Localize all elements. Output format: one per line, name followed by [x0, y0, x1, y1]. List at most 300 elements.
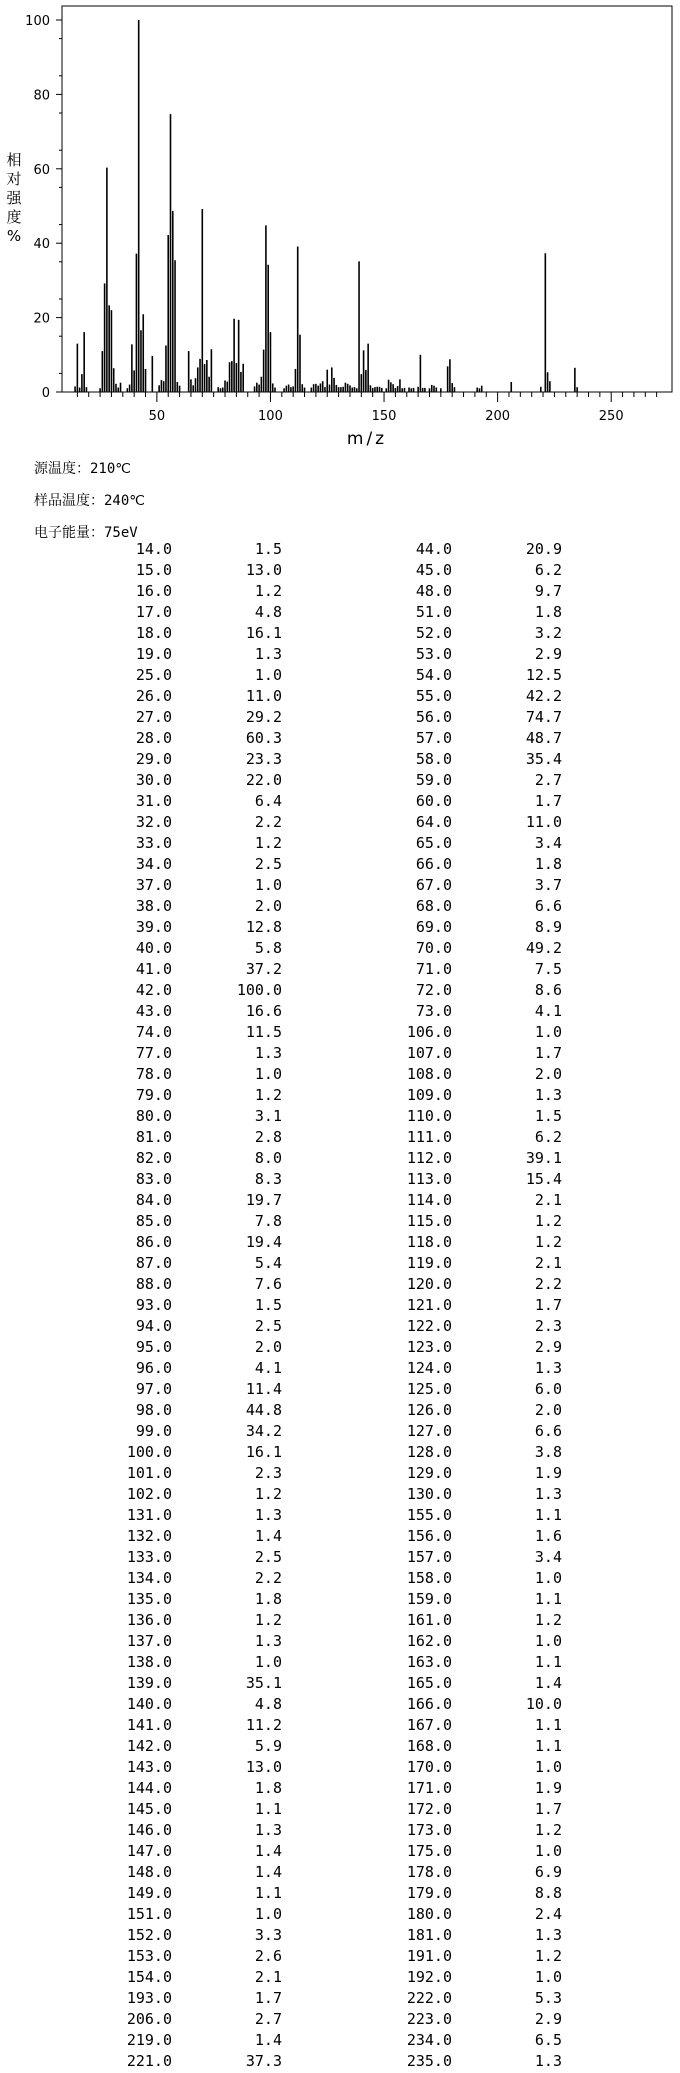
mz-value: 102.0 — [126, 1485, 172, 1503]
mz-value: 96.0 — [135, 1359, 172, 1377]
intensity-value: 2.0 — [254, 897, 282, 915]
right-table-row — [0, 561, 680, 582]
y-tick-label: 20 — [33, 311, 50, 327]
intensity-value: 2.1 — [254, 1968, 282, 1986]
mz-value: 154.0 — [126, 1968, 172, 1986]
intensity-value: 2.5 — [254, 1548, 282, 1566]
right-table-row — [0, 1674, 680, 1695]
intensity-value: 1.4 — [254, 2031, 282, 2049]
intensity-value: 1.2 — [534, 1233, 562, 1251]
mz-value: 170.0 — [406, 1758, 452, 1776]
mz-value: 113.0 — [406, 1170, 452, 1188]
mz-value: 56.0 — [415, 708, 452, 726]
mz-value: 82.0 — [135, 1149, 172, 1167]
x-tick-label: 250 — [598, 409, 624, 424]
intensity-value: 2.2 — [254, 1569, 282, 1587]
right-table-row — [0, 1800, 680, 1821]
intensity-value: 13.0 — [245, 1758, 282, 1776]
right-table-row — [0, 1191, 680, 1212]
intensity-value: 2.3 — [254, 1464, 282, 1482]
mz-value: 149.0 — [126, 1884, 172, 1902]
right-table-row — [0, 540, 680, 561]
mz-value: 234.0 — [406, 2031, 452, 2049]
mz-value: 84.0 — [135, 1191, 172, 1209]
mz-value: 27.0 — [135, 708, 172, 726]
intensity-value: 9.7 — [534, 582, 562, 600]
right-table-row — [0, 1338, 680, 1359]
mz-value: 112.0 — [406, 1149, 452, 1167]
mz-value: 171.0 — [406, 1779, 452, 1797]
mz-value: 83.0 — [135, 1170, 172, 1188]
right-table-row — [0, 1527, 680, 1548]
intensity-value: 8.9 — [534, 918, 562, 936]
right-table-row — [0, 1653, 680, 1674]
right-table-row — [0, 981, 680, 1002]
mz-value: 145.0 — [126, 1800, 172, 1818]
intensity-value: 1.1 — [254, 1800, 282, 1818]
intensity-value: 1.4 — [254, 1527, 282, 1545]
mz-value: 126.0 — [406, 1401, 452, 1419]
mz-value: 67.0 — [415, 876, 452, 894]
sample-temperature-value: 240℃ — [104, 493, 146, 509]
mz-value: 178.0 — [406, 1863, 452, 1881]
right-table-row — [0, 855, 680, 876]
intensity-value: 1.2 — [254, 834, 282, 852]
intensity-value: 1.3 — [254, 1632, 282, 1650]
mz-value: 127.0 — [406, 1422, 452, 1440]
right-table-row — [0, 1821, 680, 1842]
intensity-value: 2.8 — [254, 1128, 282, 1146]
plot-frame — [62, 6, 672, 392]
intensity-value: 8.0 — [254, 1149, 282, 1167]
intensity-value: 1.7 — [534, 1296, 562, 1314]
intensity-value: 2.2 — [534, 1275, 562, 1293]
mz-value: 146.0 — [126, 1821, 172, 1839]
intensity-value: 1.3 — [534, 1926, 562, 1944]
intensity-value: 1.1 — [254, 1884, 282, 1902]
intensity-value: 1.4 — [534, 1674, 562, 1692]
mz-value: 219.0 — [126, 2031, 172, 2049]
intensity-value: 5.3 — [534, 1989, 562, 2007]
right-table-row — [0, 1107, 680, 1128]
mz-value: 158.0 — [406, 1569, 452, 1587]
mz-value: 16.0 — [135, 582, 172, 600]
mz-value: 54.0 — [415, 666, 452, 684]
source-temperature-label: 源温度： — [34, 461, 90, 477]
mz-value: 129.0 — [406, 1464, 452, 1482]
right-table-row — [0, 666, 680, 687]
mz-value: 14.0 — [135, 540, 172, 558]
spectrum-peaks — [75, 20, 577, 392]
intensity-value: 2.7 — [534, 771, 562, 789]
mz-value: 101.0 — [126, 1464, 172, 1482]
right-table-row — [0, 1611, 680, 1632]
intensity-value: 1.5 — [534, 1107, 562, 1125]
mz-value: 175.0 — [406, 1842, 452, 1860]
right-table-row — [0, 2052, 680, 2073]
mz-value: 167.0 — [406, 1716, 452, 1734]
mz-value: 147.0 — [126, 1842, 172, 1860]
right-table-row — [0, 1233, 680, 1254]
mz-value: 52.0 — [415, 624, 452, 642]
mz-value: 161.0 — [406, 1611, 452, 1629]
intensity-value: 4.8 — [254, 603, 282, 621]
mz-value: 58.0 — [415, 750, 452, 768]
intensity-value: 1.3 — [534, 2052, 562, 2070]
mz-value: 118.0 — [406, 1233, 452, 1251]
intensity-value: 6.0 — [534, 1380, 562, 1398]
right-table-row — [0, 897, 680, 918]
mz-value: 42.0 — [135, 981, 172, 999]
mz-value: 133.0 — [126, 1548, 172, 1566]
mz-value: 33.0 — [135, 834, 172, 852]
mz-value: 34.0 — [135, 855, 172, 873]
intensity-value: 1.1 — [534, 1506, 562, 1524]
intensity-value: 19.7 — [245, 1191, 282, 1209]
intensity-value: 1.8 — [254, 1590, 282, 1608]
mz-value: 191.0 — [406, 1947, 452, 1965]
mz-value: 59.0 — [415, 771, 452, 789]
intensity-value: 1.2 — [254, 1611, 282, 1629]
intensity-value: 2.9 — [534, 645, 562, 663]
intensity-value: 5.4 — [254, 1254, 282, 1272]
intensity-value: 1.1 — [534, 1653, 562, 1671]
intensity-value: 42.2 — [525, 687, 562, 705]
intensity-value: 1.7 — [534, 1800, 562, 1818]
mz-value: 30.0 — [135, 771, 172, 789]
electron-energy — [34, 522, 138, 542]
source-temperature-value: 210℃ — [90, 461, 132, 477]
mz-value: 26.0 — [135, 687, 172, 705]
mz-value: 144.0 — [126, 1779, 172, 1797]
intensity-value: 12.5 — [525, 666, 562, 684]
right-table-row — [0, 876, 680, 897]
right-table-row — [0, 939, 680, 960]
right-table-row — [0, 1065, 680, 1086]
intensity-value: 2.5 — [254, 1317, 282, 1335]
right-table-row — [0, 624, 680, 645]
intensity-value: 16.1 — [245, 624, 282, 642]
mz-value: 72.0 — [415, 981, 452, 999]
mz-value: 71.0 — [415, 960, 452, 978]
intensity-value: 4.1 — [534, 1002, 562, 1020]
intensity-value: 1.3 — [534, 1086, 562, 1104]
right-table-row — [0, 2031, 680, 2052]
right-table-row — [0, 1002, 680, 1023]
intensity-value: 23.3 — [245, 750, 282, 768]
intensity-value: 44.8 — [245, 1401, 282, 1419]
intensity-value: 11.0 — [525, 813, 562, 831]
intensity-value: 1.2 — [534, 1947, 562, 1965]
right-table-row — [0, 1632, 680, 1653]
mz-value: 29.0 — [135, 750, 172, 768]
intensity-value: 1.2 — [534, 1212, 562, 1230]
mz-value: 39.0 — [135, 918, 172, 936]
intensity-value: 2.4 — [534, 1905, 562, 1923]
mz-value: 97.0 — [135, 1380, 172, 1398]
mz-value: 192.0 — [406, 1968, 452, 1986]
intensity-value: 11.2 — [245, 1716, 282, 1734]
intensity-value: 1.0 — [254, 876, 282, 894]
intensity-value: 29.2 — [245, 708, 282, 726]
intensity-value: 1.3 — [254, 1506, 282, 1524]
right-table-row — [0, 792, 680, 813]
intensity-value: 3.3 — [254, 1926, 282, 1944]
right-table-row — [0, 1128, 680, 1149]
mz-value: 74.0 — [135, 1023, 172, 1041]
mz-value: 223.0 — [406, 2010, 452, 2028]
mz-value: 38.0 — [135, 897, 172, 915]
intensity-value: 2.0 — [254, 1338, 282, 1356]
mz-value: 152.0 — [126, 1926, 172, 1944]
intensity-value: 1.8 — [254, 1779, 282, 1797]
intensity-value: 6.2 — [534, 561, 562, 579]
mz-value: 100.0 — [126, 1443, 172, 1461]
intensity-value: 10.0 — [525, 1695, 562, 1713]
mz-value: 162.0 — [406, 1632, 452, 1650]
intensity-value: 1.1 — [534, 1590, 562, 1608]
mz-value: 81.0 — [135, 1128, 172, 1146]
mz-value: 17.0 — [135, 603, 172, 621]
right-table-row — [0, 1884, 680, 1905]
mz-value: 78.0 — [135, 1065, 172, 1083]
intensity-value: 2.0 — [534, 1401, 562, 1419]
intensity-value: 3.2 — [534, 624, 562, 642]
intensity-value: 48.7 — [525, 729, 562, 747]
right-table-row — [0, 1485, 680, 1506]
right-table-row — [0, 645, 680, 666]
mz-value: 65.0 — [415, 834, 452, 852]
intensity-value: 2.3 — [534, 1317, 562, 1335]
mz-value: 37.0 — [135, 876, 172, 894]
mz-value: 136.0 — [126, 1611, 172, 1629]
mz-value: 32.0 — [135, 813, 172, 831]
mz-value: 98.0 — [135, 1401, 172, 1419]
mz-value: 88.0 — [135, 1275, 172, 1293]
mz-value: 48.0 — [415, 582, 452, 600]
mz-value: 130.0 — [406, 1485, 452, 1503]
right-table-row — [0, 1695, 680, 1716]
right-table-row — [0, 1317, 680, 1338]
mz-value: 121.0 — [406, 1296, 452, 1314]
right-table-row — [0, 1737, 680, 1758]
right-table-row — [0, 1212, 680, 1233]
intensity-value: 1.8 — [534, 603, 562, 621]
intensity-value: 4.8 — [254, 1695, 282, 1713]
mz-value: 122.0 — [406, 1317, 452, 1335]
right-table-row — [0, 1716, 680, 1737]
intensity-value: 1.3 — [534, 1359, 562, 1377]
mz-value: 44.0 — [415, 540, 452, 558]
intensity-value: 1.3 — [254, 1821, 282, 1839]
right-table-row — [0, 1149, 680, 1170]
right-table-row — [0, 1905, 680, 1926]
y-tick-label: 40 — [33, 237, 50, 253]
intensity-value: 1.4 — [254, 1842, 282, 1860]
intensity-value: 3.7 — [534, 876, 562, 894]
mz-value: 94.0 — [135, 1317, 172, 1335]
mz-value: 153.0 — [126, 1947, 172, 1965]
mz-value: 106.0 — [406, 1023, 452, 1041]
right-table-row — [0, 813, 680, 834]
intensity-value: 1.1 — [534, 1737, 562, 1755]
right-table-row — [0, 603, 680, 624]
y-tick-label: 0 — [41, 386, 50, 401]
intensity-value: 20.9 — [525, 540, 562, 558]
intensity-value: 11.4 — [245, 1380, 282, 1398]
y-axis-ticks — [25, 14, 62, 401]
intensity-value: 1.0 — [254, 1905, 282, 1923]
intensity-value: 1.0 — [534, 1023, 562, 1041]
mz-value: 93.0 — [135, 1296, 172, 1314]
x-tick-label: 100 — [258, 409, 283, 424]
y-tick-label: 80 — [33, 88, 50, 104]
mz-value: 235.0 — [406, 2052, 452, 2070]
intensity-value: 1.4 — [254, 1863, 282, 1881]
intensity-value: 8.6 — [534, 981, 562, 999]
mz-value: 165.0 — [406, 1674, 452, 1692]
mz-value: 114.0 — [406, 1191, 452, 1209]
intensity-value: 1.0 — [254, 1065, 282, 1083]
intensity-value: 2.7 — [254, 2010, 282, 2028]
intensity-value: 1.0 — [254, 666, 282, 684]
mz-value: 77.0 — [135, 1044, 172, 1062]
mz-value: 120.0 — [406, 1275, 452, 1293]
source-temperature — [34, 458, 131, 478]
right-table-row — [0, 1275, 680, 1296]
mz-value: 80.0 — [135, 1107, 172, 1125]
mz-value: 157.0 — [406, 1548, 452, 1566]
right-table-row — [0, 1086, 680, 1107]
mz-value: 64.0 — [415, 813, 452, 831]
mz-value: 125.0 — [406, 1380, 452, 1398]
sample-temperature-label: 样品温度： — [34, 493, 104, 509]
intensity-value: 7.5 — [534, 960, 562, 978]
intensity-value: 16.6 — [245, 1002, 282, 1020]
x-axis-label: m/z — [346, 429, 388, 449]
intensity-value: 13.0 — [245, 561, 282, 579]
right-table-row — [0, 1926, 680, 1947]
intensity-value: 1.0 — [534, 1569, 562, 1587]
mz-value: 45.0 — [415, 561, 452, 579]
intensity-value: 37.3 — [245, 2052, 282, 2070]
mz-value: 172.0 — [406, 1800, 452, 1818]
right-table-row — [0, 1989, 680, 2010]
mz-value: 87.0 — [135, 1254, 172, 1272]
intensity-value: 6.2 — [534, 1128, 562, 1146]
intensity-value: 49.2 — [525, 939, 562, 957]
intensity-value: 2.5 — [254, 855, 282, 873]
intensity-value: 11.0 — [245, 687, 282, 705]
intensity-value: 60.3 — [245, 729, 282, 747]
right-table-row — [0, 1842, 680, 1863]
intensity-value: 7.8 — [254, 1212, 282, 1230]
mz-value: 163.0 — [406, 1653, 452, 1671]
intensity-value: 1.8 — [534, 855, 562, 873]
mz-value: 155.0 — [406, 1506, 452, 1524]
mz-value: 28.0 — [135, 729, 172, 747]
mz-value: 95.0 — [135, 1338, 172, 1356]
x-tick-label: 200 — [485, 409, 511, 424]
mz-value: 180.0 — [406, 1905, 452, 1923]
right-table-row — [0, 1422, 680, 1443]
right-table-row — [0, 1947, 680, 1968]
x-axis-ticks — [77, 392, 656, 424]
intensity-value: 1.9 — [534, 1779, 562, 1797]
mz-value: 173.0 — [406, 1821, 452, 1839]
intensity-value: 1.5 — [254, 1296, 282, 1314]
mz-value: 181.0 — [406, 1926, 452, 1944]
intensity-value: 3.1 — [254, 1107, 282, 1125]
intensity-value: 2.9 — [534, 2010, 562, 2028]
intensity-value: 3.4 — [534, 834, 562, 852]
mz-value: 206.0 — [126, 2010, 172, 2028]
mz-value: 53.0 — [415, 645, 452, 663]
mz-value: 115.0 — [406, 1212, 452, 1230]
intensity-value: 1.5 — [254, 540, 282, 558]
intensity-value: 1.0 — [534, 1842, 562, 1860]
intensity-value: 2.9 — [534, 1338, 562, 1356]
mz-value: 66.0 — [415, 855, 452, 873]
electron-energy-value: 75eV — [104, 525, 138, 541]
mz-value: 68.0 — [415, 897, 452, 915]
mz-value: 132.0 — [126, 1527, 172, 1545]
right-table-row — [0, 582, 680, 603]
mz-value: 107.0 — [406, 1044, 452, 1062]
mz-value: 151.0 — [126, 1905, 172, 1923]
electron-energy-label: 电子能量： — [34, 525, 104, 541]
mass-spectrum-chart — [0, 0, 680, 450]
intensity-value: 1.2 — [254, 1086, 282, 1104]
intensity-value: 74.7 — [525, 708, 562, 726]
right-table-row — [0, 750, 680, 771]
intensity-value: 1.7 — [534, 792, 562, 810]
mz-value: 179.0 — [406, 1884, 452, 1902]
right-table-row — [0, 1464, 680, 1485]
right-table-row — [0, 1590, 680, 1611]
intensity-value: 2.6 — [254, 1947, 282, 1965]
right-table-row — [0, 1758, 680, 1779]
right-table-row — [0, 1044, 680, 1065]
right-table-row — [0, 708, 680, 729]
x-tick-label: 50 — [148, 409, 166, 424]
mz-value: 128.0 — [406, 1443, 452, 1461]
mz-value: 156.0 — [406, 1527, 452, 1545]
mz-value: 19.0 — [135, 645, 172, 663]
mz-value: 159.0 — [406, 1590, 452, 1608]
mz-value: 109.0 — [406, 1086, 452, 1104]
intensity-value: 6.4 — [254, 792, 282, 810]
intensity-value: 16.1 — [245, 1443, 282, 1461]
intensity-value: 7.6 — [254, 1275, 282, 1293]
mz-value: 139.0 — [126, 1674, 172, 1692]
mz-value: 51.0 — [415, 603, 452, 621]
mz-value: 110.0 — [406, 1107, 452, 1125]
mz-value: 108.0 — [406, 1065, 452, 1083]
intensity-value: 1.2 — [534, 1821, 562, 1839]
mz-value: 43.0 — [135, 1002, 172, 1020]
mz-value: 141.0 — [126, 1716, 172, 1734]
mz-value: 131.0 — [126, 1506, 172, 1524]
y-tick-label: 100 — [25, 14, 50, 29]
intensity-value: 1.2 — [254, 1485, 282, 1503]
y-tick-label: 60 — [33, 162, 50, 178]
intensity-value: 6.6 — [534, 897, 562, 915]
intensity-value: 1.3 — [534, 1485, 562, 1503]
x-tick-label: 150 — [371, 409, 397, 424]
mz-value: 222.0 — [406, 1989, 452, 2007]
right-table-row — [0, 687, 680, 708]
